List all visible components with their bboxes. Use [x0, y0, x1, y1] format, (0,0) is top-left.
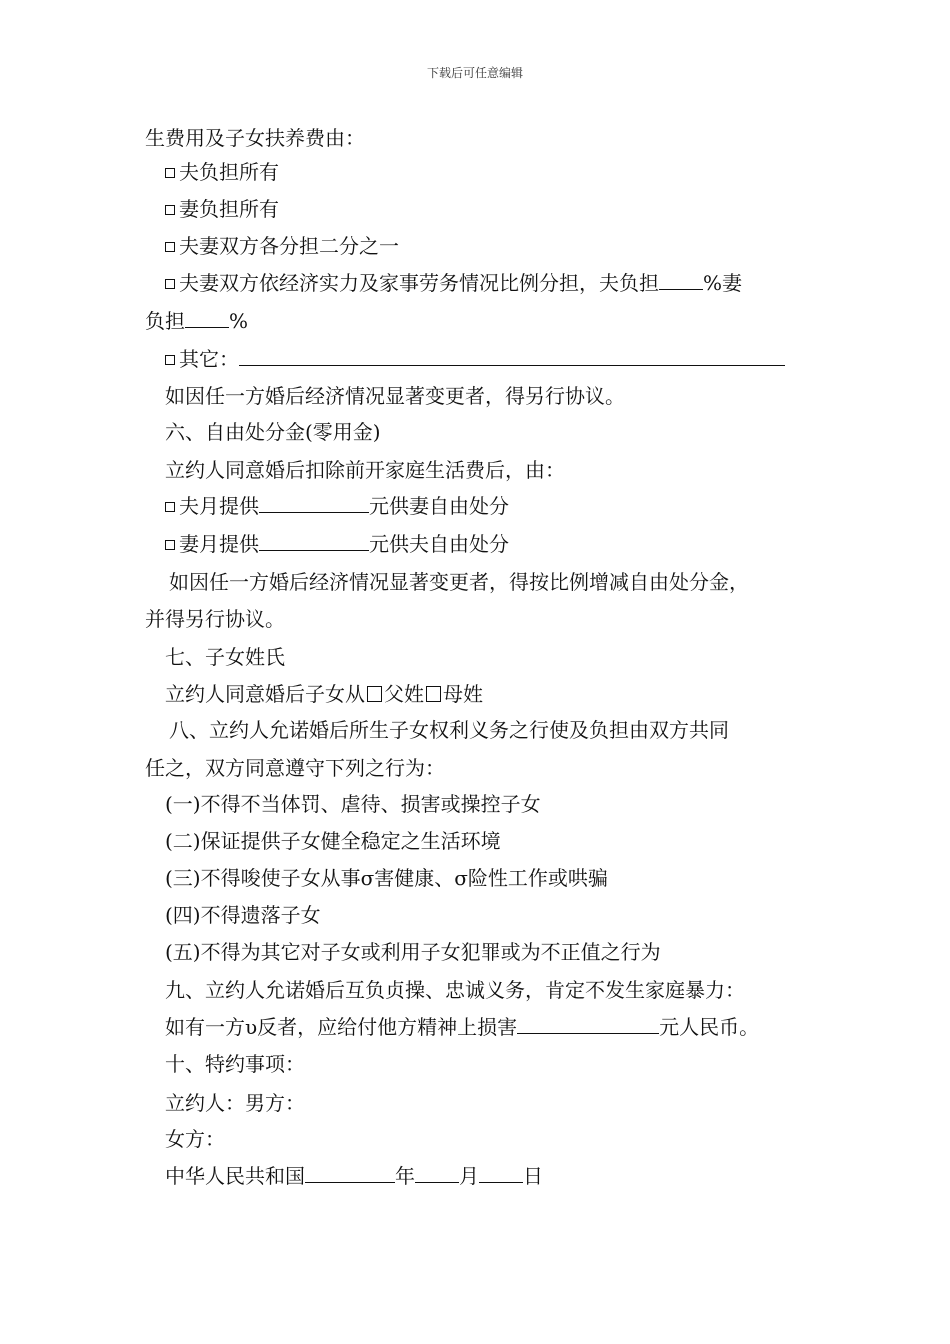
list-item: (五)不得为其它对子女或利用子女犯罪或为不正值之行为 [165, 940, 661, 964]
text-line: 立约人同意婚后扣除前开家庭生活费后，由： [165, 458, 565, 482]
day-blank[interactable] [479, 1162, 523, 1183]
page-header: 下载后可任意编辑 [426, 66, 523, 80]
checkbox-father-surname[interactable] [367, 686, 382, 702]
damages-amount-blank[interactable] [517, 1013, 659, 1034]
option-label: %妻 [703, 271, 743, 295]
option-label: 元供妻自由处分 [369, 494, 509, 518]
amount-blank[interactable] [259, 492, 369, 513]
text-span: 母姓 [443, 682, 483, 706]
text-line [145, 306, 248, 336]
text-span: 负担 [145, 309, 185, 333]
option-label: 其它： [179, 347, 239, 371]
checkbox-icon[interactable] [165, 242, 175, 252]
text-span: 立约人同意婚后子女从 [165, 682, 365, 706]
text-span: 日 [523, 1164, 543, 1188]
option-husband-pays [165, 157, 279, 187]
checkbox-icon[interactable] [165, 502, 175, 512]
month-blank[interactable] [415, 1162, 459, 1183]
list-item: (一)不得不当体罚、虐待、损害或操控子女 [165, 792, 541, 816]
checkbox-icon[interactable] [165, 205, 175, 215]
text-span: 月 [459, 1164, 479, 1188]
text-line: 如因任一方婚后经济情况显著变更者，得另行协议。 [165, 384, 625, 408]
other-blank[interactable] [239, 345, 785, 366]
checkbox-icon[interactable] [165, 540, 175, 550]
option-split-half [165, 231, 399, 261]
section-heading: 七、子女姓氏 [165, 645, 285, 669]
husband-percent-blank[interactable] [659, 269, 703, 290]
section-heading: 十、特约事项： [165, 1052, 305, 1076]
list-item: (二)保证提供子女健全稳定之生活环境 [165, 829, 501, 853]
year-blank[interactable] [305, 1162, 395, 1183]
signature-line-female: 女方： [165, 1127, 225, 1151]
text-line: 如因任一方婚后经济情况显著变更者，得按比例增减自由处分金， [169, 570, 749, 594]
option-wife-monthly [165, 529, 509, 559]
checkbox-icon[interactable] [165, 168, 175, 178]
section-heading: 六、自由处分金(零用金) [165, 420, 381, 444]
section-heading: 八、立约人允诺婚后所生子女权利义务之行使及负担由双方共同 [169, 718, 729, 742]
text-line: 生费用及子女扶养费由： [145, 126, 365, 150]
text-line [165, 1012, 759, 1042]
option-proportional [165, 268, 742, 298]
option-label: 元供夫自由处分 [369, 532, 509, 556]
section-heading: 九、立约人允诺婚后互负贞操、忠诚义务，肯定不发生家庭暴力： [165, 978, 745, 1002]
text-span: 中华人民共和国 [165, 1164, 305, 1188]
option-label: 妻月提供 [179, 532, 259, 556]
wife-percent-blank[interactable] [185, 307, 229, 328]
text-span: 父姓 [384, 682, 424, 706]
list-item: (三)不得唆使子女从事σ害健康、σ险性工作或哄骗 [165, 866, 608, 890]
signature-line-male: 立约人：男方： [165, 1091, 305, 1115]
date-line [165, 1161, 543, 1191]
text-line: 任之，双方同意遵守下列之行为： [145, 756, 445, 780]
text-line: 并得另行协议。 [145, 607, 285, 631]
list-item: (四)不得遗落子女 [165, 903, 321, 927]
checkbox-mother-surname[interactable] [426, 686, 441, 702]
option-other [165, 344, 785, 374]
text-span: % [229, 309, 249, 333]
checkbox-icon[interactable] [165, 355, 175, 365]
amount-blank[interactable] [259, 530, 369, 551]
option-wife-pays [165, 194, 279, 224]
text-span: 元人民币。 [659, 1015, 760, 1039]
text-span: 年 [395, 1164, 415, 1188]
checkbox-icon[interactable] [165, 279, 175, 289]
option-label: 夫妻双方依经济实力及家事劳务情况比例分担，夫负担 [179, 271, 659, 295]
option-label: 夫妻双方各分担二分之一 [179, 234, 399, 258]
option-label: 夫负担所有 [179, 160, 279, 184]
surname-choice [165, 679, 483, 709]
text-span: 如有一方υ反者，应给付他方精神上损害 [165, 1015, 518, 1039]
option-label: 夫月提供 [179, 494, 259, 518]
option-husband-monthly [165, 491, 509, 521]
option-label: 妻负担所有 [179, 197, 279, 221]
